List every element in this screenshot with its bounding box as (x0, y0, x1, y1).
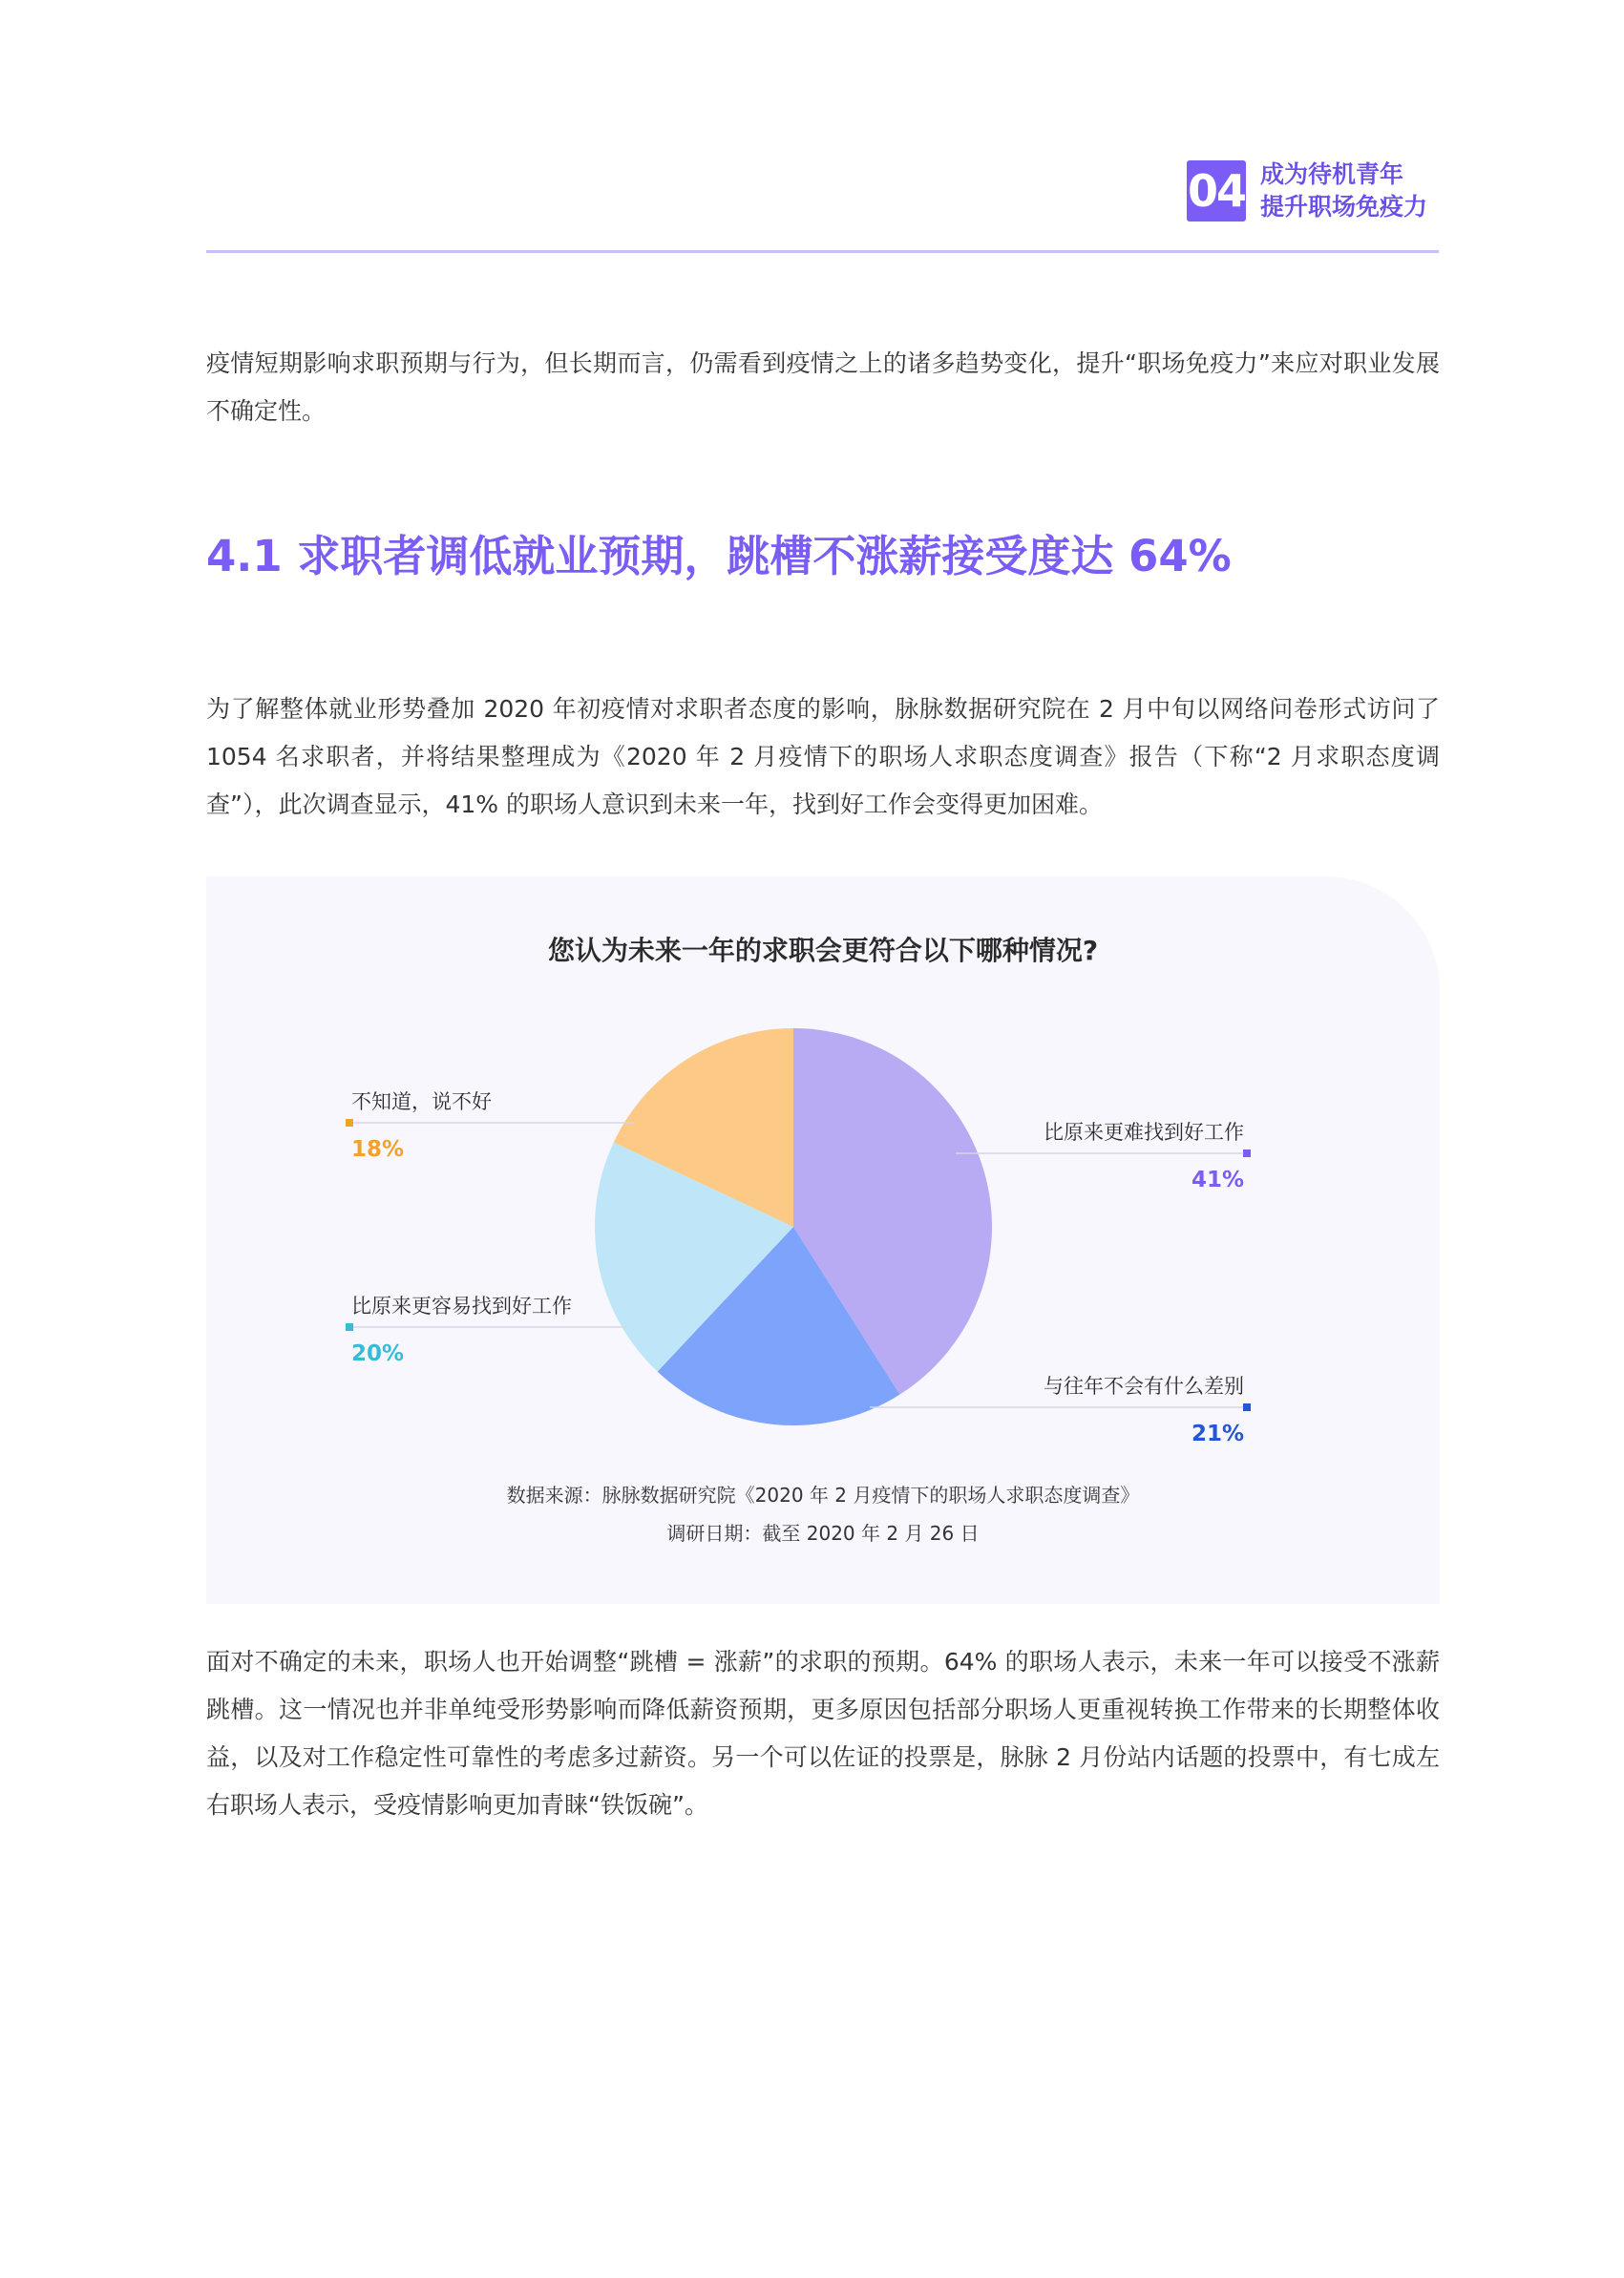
slice-percent: 20% (351, 1341, 405, 1366)
intro-paragraph: 疫情短期影响求职预期与行为，但长期而言，仍需看到疫情之上的诸多趋势变化，提升“职场免疫力”来应对职业发展不确定性。 (206, 349, 1440, 425)
chart-source: 数据来源：脉脉数据研究院《2020 年 2 月疫情下的职场人求职态度调查》 (506, 1484, 1140, 1507)
section-heading: 4.1 求职者调低就业预期，跳槽不涨薪接受度达 64% (206, 531, 1232, 581)
chart-date: 调研日期：截至 2020 年 2 月 26 日 (666, 1522, 980, 1545)
chart-title: 您认为未来一年的求职会更符合以下哪种情况? (547, 935, 1099, 966)
slice-label: 与往年不会有什么差别 (1044, 1375, 1244, 1398)
header-title-line2: 提升职场免疫力 (1260, 193, 1428, 221)
header-title (1260, 158, 1427, 223)
leader-marker (346, 1119, 353, 1127)
slice-percent: 21% (1191, 1422, 1244, 1446)
slice-label: 不知道，说不好 (351, 1090, 492, 1113)
slice-label: 比原来更容易找到好工作 (351, 1295, 572, 1318)
leader-marker (1243, 1150, 1251, 1157)
slice-label: 比原来更难找到好工作 (1044, 1121, 1244, 1144)
leader-marker (346, 1323, 353, 1331)
chart-panel (206, 876, 1440, 1604)
survey-paragraph: 为了解整体就业形势叠加 2020 年初疫情对求职者态度的影响，脉脉数据研究院在 2 月中旬以网络问卷形式访问了 1054 名求职者，并将结果整理成为《2020 年 2 月疫情下的职场人求职态度调查》报告（下称“2 月求职态度调查”），此次调查显示，41% 的职场人意识到未来一年，找到好工作会变得更加困难。 (206, 695, 1440, 818)
header-badge: 04 (1187, 160, 1246, 221)
leader-marker (1243, 1403, 1251, 1411)
header-rule (206, 250, 1439, 253)
slice-percent: 41% (1191, 1168, 1244, 1192)
slice-percent: 18% (351, 1137, 405, 1162)
header-title-line1: 成为待机青年 (1260, 160, 1404, 188)
conclusion-paragraph: 面对不确定的未来，职场人也开始调整“跳槽 = 涨薪”的求职的预期。64% 的职场人表示，未来一年可以接受不涨薪跳槽。这一情况也并非单纯受形势影响而降低薪资预期，更多原因包括部分职场人更重视转换工作带来的长期整体收益，以及对工作稳定性可靠性的考虑多过薪资。另一个可以佐证的投票是，脉脉 2 月份站内话题的投票中，有七成左右职场人表示，受疫情影响更加青睐“铁饭碗”。 (206, 1648, 1440, 1819)
